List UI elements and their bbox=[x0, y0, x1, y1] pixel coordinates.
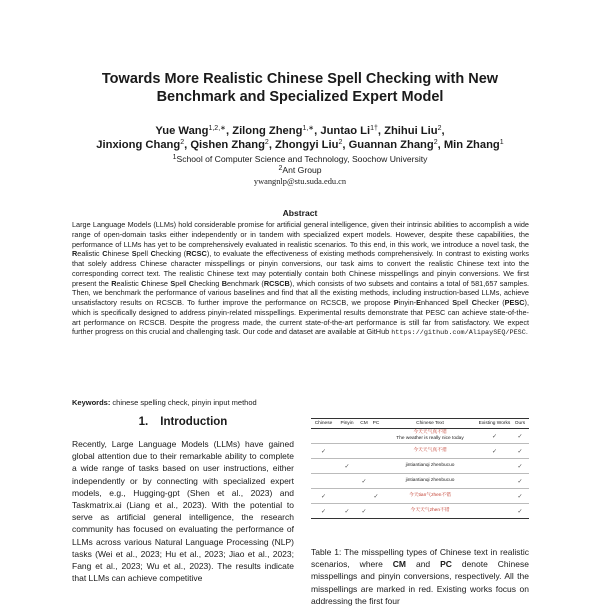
chinese-text: jintiantianqi zhenbucuo bbox=[405, 463, 455, 468]
chinese-text: 今天天气真不错 bbox=[413, 430, 447, 435]
ours-check: ✓ bbox=[511, 504, 529, 519]
affiliation-1: $^1$School of Computer Science and Technology, Soochow University bbox=[172, 154, 428, 164]
author-list bbox=[60, 124, 540, 152]
author-name: Zhongyi Liu bbox=[275, 139, 339, 151]
ours-check: ✓ bbox=[511, 429, 529, 444]
table-row: ✓ ✓ ✓ 今天天气zhen不错 ✓ bbox=[311, 504, 529, 519]
table-row: ✓ jintiantianqi zhenbucuo ✓ bbox=[311, 474, 529, 489]
affiliation-2: $^2$Ant Group bbox=[278, 165, 322, 175]
table-row bbox=[311, 429, 529, 444]
abstract-body: Large Language Models (LLMs) hold considerable promise for artificial general intelligence, given their intrinsic abilities to accomplish a wide range of open-domain tasks either independently or in tandem with specialized expert models. However, despite these capabilities, the performance of LLMs has yet to be comprehensively evaluated in realistic scenarios. To this end, in this work, we introduce a novel task, the Realistic Chinese Spell Checking (RCSC), to evaluate the effectiveness of existing methods comprehensively. In contrast to existing works that solely address Chinese character misspellings or pinyin conversions, our task aims to convert the realistic Chinese text into the corresponding correct text. The realistic Chinese text may potentially contain both Chinese misspellings and pinyin conversions. We first present the Realistic Chinese Spell Checking Benchmark (RCSCB), which consists of two subsets and contains a total of 581,657 samples. Then, we benchmark the performance of various baselines and find that all the existing methods, including instruction-based LLMs, achieve unsatisfactory results on RCSCB. To further improve the performance on RCSCB, we propose Pinyin-Enhanced Spell Checker (PESC), which is specifically designed to address pinyin-related misspellings. Experimental results demonstrate that PESC can achieve state-of-the-art performance on RCSCB. Despite the progress made, the current state-of-the-art performance is still far from satisfactory. We expect further progress on this crucial and challenging task. Our code and dataset are available at GitHub https://github.com/AlipaySEQ/PESC. bbox=[72, 220, 530, 338]
author-name: Yue Wang bbox=[155, 125, 209, 137]
author-name: Zhihui Liu bbox=[384, 125, 438, 137]
existing-check: ✓ bbox=[478, 444, 511, 459]
paper-title bbox=[60, 70, 540, 106]
existing-check bbox=[478, 489, 511, 504]
chinese-text: jintiantianqi zhenbucuo bbox=[405, 478, 455, 483]
author-sup: 1,∗ bbox=[302, 125, 315, 132]
table-row: ✓ ✓ 今天tian气zhen不错 ✓ bbox=[311, 489, 529, 504]
section-number: 1. bbox=[138, 416, 149, 428]
ours-check: ✓ bbox=[511, 474, 529, 489]
introduction-body: Recently, Large Language Models (LLMs) have gained global attention due to their remarkable ability to complete a wide range of tasks based on user instructions, either independently or by connecting with specialized expert models, e.g., Hugging-gpt (Shen et al., 2023) and Taskmatrix.ai (Liang et al., 2023). With the potential to serve as artificial general intelligence, the research community has focused on evaluating the performance of LLMs across various Natural Language Processing (NLP) tasks (Wei et al., 2023; Hu et al., 2023; Jiao et al., 2023; Fang et al., 2023; Wu et al., 2023). The results indicate that LLMs can achieve competitive bbox=[72, 439, 294, 584]
author-name: Guannan Zhang bbox=[348, 139, 434, 151]
author-sup: 1 bbox=[499, 139, 504, 146]
author-line-1: Yue Wang$^{1,2,∗}$, Zilong Zheng$^{1,∗}$, Juntao $Li^{1\dagger}$, Zhihui Liu$^2$, bbox=[155, 125, 445, 137]
column-header: Pinyin bbox=[336, 419, 358, 429]
existing-check bbox=[478, 504, 511, 519]
column-header: CM bbox=[358, 419, 370, 429]
section-heading bbox=[72, 416, 294, 428]
existing-check bbox=[478, 474, 511, 489]
keywords-label: Keywords: bbox=[72, 398, 111, 407]
author-sup: 2 bbox=[264, 139, 269, 146]
author-sup: 2 bbox=[180, 139, 185, 146]
english-gloss: The weather is really nice today bbox=[396, 436, 464, 441]
section-title: Introduction bbox=[160, 416, 228, 428]
chinese-text: 今天tian气zhen不错 bbox=[408, 493, 452, 498]
column-header: Ours bbox=[511, 419, 529, 429]
author-sup: 1† bbox=[370, 125, 378, 132]
keywords bbox=[72, 398, 529, 408]
author-sup: 2 bbox=[437, 125, 442, 132]
column-header: Existing Works bbox=[478, 419, 511, 429]
author-sup: 2 bbox=[338, 139, 343, 146]
chinese-text: 今天天气zhen不错 bbox=[410, 508, 450, 513]
table-header-row bbox=[311, 419, 529, 429]
title-line-1: Towards More Realistic Chinese Spell Checking with New bbox=[101, 71, 499, 87]
column-header: Chinese bbox=[311, 419, 336, 429]
ours-check: ✓ bbox=[511, 489, 529, 504]
abstract-heading: Abstract bbox=[282, 208, 318, 218]
table-row: ✓ jintiantianqi zhenbucuo ✓ bbox=[311, 459, 529, 474]
existing-check: ✓ bbox=[478, 429, 511, 444]
misspelling-table bbox=[311, 418, 529, 519]
author-sup: 1,2,∗ bbox=[208, 125, 227, 132]
author-name: Zilong Zheng bbox=[232, 125, 303, 137]
ours-check: ✓ bbox=[511, 459, 529, 474]
author-name: Min Zhang bbox=[443, 139, 500, 151]
author-name: Juntao Li bbox=[320, 125, 371, 137]
column-header: PC bbox=[370, 419, 382, 429]
ours-check: ✓ bbox=[511, 444, 529, 459]
table-caption: Table 1: The misspelling types of Chinese text in realistic scenarios, where CM and PC denote Chinese misspellings and pinyin conversions, respectively. All the misspellings are marked in red. Existing works focus on addressing the first four bbox=[311, 547, 529, 606]
author-line-2: Jinxiong Chang$^2$, Qishen Zhang$^2$, Zhongyi Liu$^2$, Guannan Zhang$^2$, Min Zhang$^1$ bbox=[96, 139, 504, 151]
author-name: Qishen Zhang bbox=[190, 139, 265, 151]
column-header: Chinese Text bbox=[382, 419, 478, 429]
author-sup: 2 bbox=[433, 139, 438, 146]
table-row: ✓ 今天天气真不措 ✓ ✓ bbox=[311, 444, 529, 459]
existing-check bbox=[478, 459, 511, 474]
affiliations bbox=[60, 154, 540, 187]
author-name: Jinxiong Chang bbox=[96, 139, 181, 151]
keywords-text: chinese spelling check, pinyin input method bbox=[110, 398, 257, 407]
author-email: ywangnlp@stu.suda.edu.cn bbox=[253, 177, 347, 186]
chinese-text: 今天天气真不措 bbox=[413, 448, 447, 453]
title-line-2: Benchmark and Specialized Expert Model bbox=[156, 89, 444, 105]
